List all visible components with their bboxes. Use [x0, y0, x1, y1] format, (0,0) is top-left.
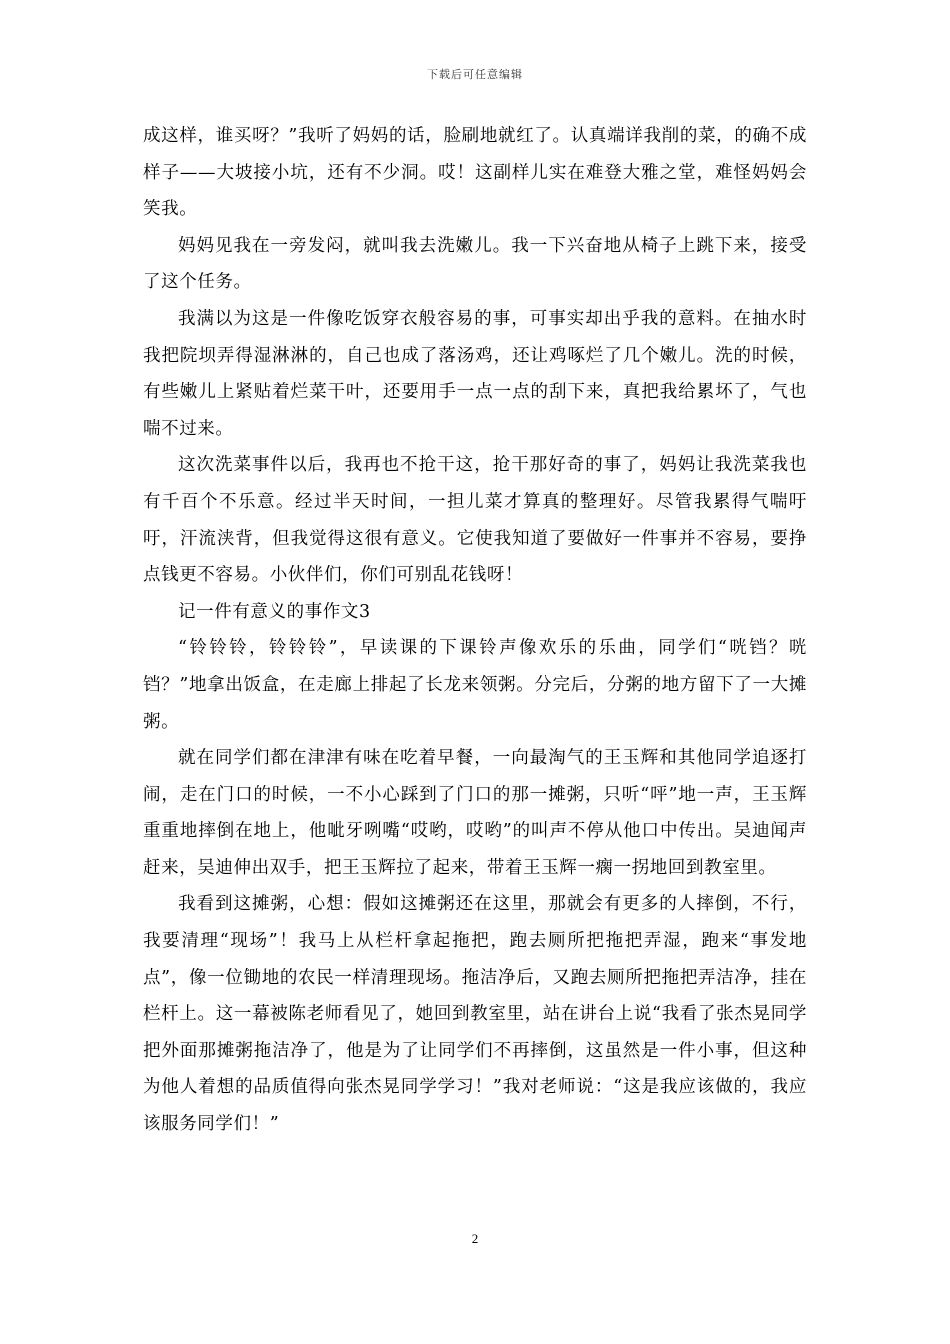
paragraph: 妈妈见我在一旁发闷，就叫我去洗嫩儿。我一下兴奋地从椅子上跳下来，接受了这个任务。: [143, 235, 807, 293]
document-body: [143, 118, 807, 1143]
page-header-note: 下载后可任意编辑: [427, 68, 523, 81]
paragraph: “铃铃铃，铃铃铃”，早读课的下课铃声像欢乐的乐曲，同学们“咣铛？咣铛？”地拿出饭盒，在走廊上排起了长龙来领粥。分完后，分粥的地方留下了一大摊粥。: [143, 638, 807, 732]
essay-title: 记一件有意义的事作文3: [178, 601, 371, 622]
paragraph: 我看到这摊粥，心想：假如这摊粥还在这里，那就会有更多的人摔倒，不行，我要清理“现场”！我马上从栏杆拿起拖把，跑去厕所把拖把弄湿，跑来“事发地点”，像一位锄地的农民一样清理现场。拖洁净后，又跑去厕所把拖把弄洁净，挂在栏杆上。这一幕被陈老师看见了，她回到教室里，站在讲台上说“我看了张杰晃同学把外面那摊粥拖洁净了，他是为了让同学们不再摔倒，这虽然是一件小事，但这种为他人着想的品质值得向张杰晃同学学习！”我对老师说：“这是我应该做的，我应该服务同学们！”: [143, 894, 807, 1135]
paragraph-continuation: 成这样，谁买呀？”我听了妈妈的话，脸刷地就红了。认真端详我削的菜，的确不成样子——大坡接小坑，还有不少洞。哎！这副样儿实在难登大雅之堂，难怪妈妈会笑我。: [143, 126, 807, 220]
paragraph: 就在同学们都在津津有味在吃着早餐，一向最淘气的王玉辉和其他同学追逐打闹，走在门口的时候，一不小心踩到了门口的那一摊粥，只听“呯”地一声，王玉辉重重地摔倒在地上，他呲牙咧嘴“哎哟，哎哟”的叫声不停从他口中传出。吴迪闻声赶来，吴迪伸出双手，把王玉辉拉了起来，带着王玉辉一瘸一拐地回到教室里。: [143, 748, 807, 878]
paragraph: 我满以为这是一件像吃饭穿衣般容易的事，可事实却出乎我的意料。在抽水时我把院坝弄得湿淋淋的，自己也成了落汤鸡，还让鸡啄烂了几个嫩儿。洗的时候，有些嫩儿上紧贴着烂菜干叶，还要用手一点一点的刮下来，真把我给累坏了，气也喘不过来。: [143, 308, 807, 439]
paragraph: 这次洗菜事件以后，我再也不抢干这，抢干那好奇的事了，妈妈让我洗菜我也有千百个不乐意。经过半天时间，一担儿菜才算真的整理好。尽管我累得气喘吁吁，汗流浃背，但我觉得这很有意义。它使我知道了要做好一件事并不容易，要挣点钱更不容易。小伙伴们，你们可别乱花钱呀！: [143, 455, 807, 586]
page-number: 2: [471, 1231, 479, 1246]
